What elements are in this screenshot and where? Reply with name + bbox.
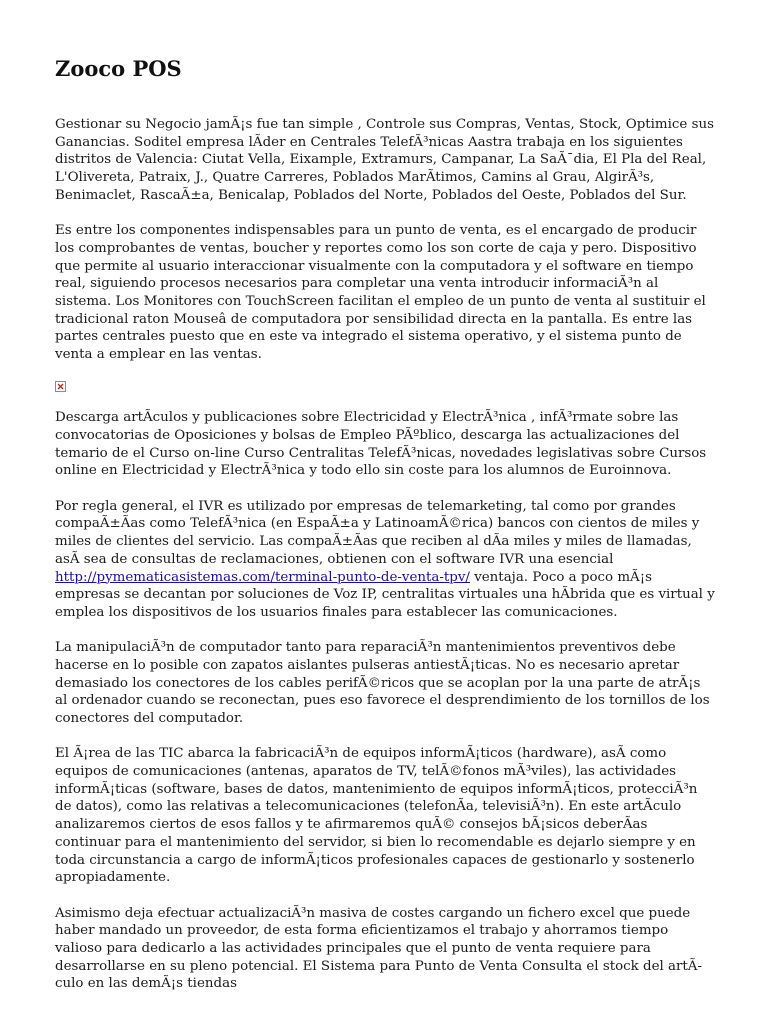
paragraph-ivr-text-before: Por regla general, el IVR es utilizado por empresas de telemarketing, tal como por grandes compaÃ±Ãas como TelefÃ³nica (en EspaÃ±a y LatinoamÃ©rica) bancos con cientos de miles y miles de clientes del servicio. Las compaÃ±Ãas que reciben al dÃa miles y miles de llamadas, asÃ sea de consultas de reclamaciones, obtienen con el software IVR una esencial	[55, 498, 700, 567]
paragraph-tic: El Ã¡rea de las TIC abarca la fabricaciÃ³n de equipos informÃ¡ticos (hardware), asÃ como equipos de comunicaciones (antenas, aparatos de TV, telÃ©fonos mÃ³viles), las actividades informÃ¡ticas (software, bases de datos, mantenimiento de equipos informÃ¡ticos, protecciÃ³n de datos), como las relativas a telecomunicaciones (telefonÃa, televisiÃ³n). En este artÃculo analizaremos ciertos de esos fallos y te afirmaremos quÃ© consejos bÃ¡sicos deberÃas continuar para el mantenimiento del servidor, si bien lo recomendable es dejarlo siempre y en toda circunstancia a cargo de informÃ¡ticos profesionales capaces de gestionarlo y sostenerlo apropiadamente.	[55, 746, 698, 886]
page-title: Zooco POS	[55, 56, 182, 81]
paragraph-downloads: Descarga artÃculos y publicaciones sobre Electricidad y ElectrÃ³nica , infÃ³rmate sobre las convocatorias de Oposiciones y bolsas de Empleo PÃºblico, descarga las actualizaciones del temario de el Curso on-line Curso Centralitas TelefÃ³nicas, novedades legislativas sobre Cursos online en Electricidad y ElectrÃ³nica y todo ello sin coste para los alumnos de Euroinnova.	[55, 410, 707, 479]
paragraph-intro: Gestionar su Negocio jamÃ¡s fue tan simple , Controle sus Compras, Ventas, Stock, Optimice sus Ganancias. Soditel empresa lÃder en Centrales TelefÃ³nicas Aastra trabaja en los siguientes distritos de Valencia: Ciutat Vella, Eixample, Extramurs, Campanar, La SaÃ¯dia, El Pla del Real, L'Olivereta, Patraix, J., Quatre Carreres, Poblados MarÃtimos, Camins al Grau, AlgirÃ³s, Benimaclet, RascaÃ±a, Benicalap, Poblados del Norte, Poblados del Oeste, Poblados del Sur.	[55, 117, 714, 203]
paragraph-pricing: Asimismo deja efectuar actualizaciÃ³n masiva de costes cargando un fichero excel que puede haber mandado un proveedor, de esta forma eficientizamos el trabajo y ahorramos tiempo valioso para dedicarlo a las actividades principales que el punto de venta requiere para desarrollarse en su pleno potencial. El Sistema para Punto de Venta Consulta el stock del artÃculo en las demÃ¡s tiendas	[55, 905, 703, 992]
paragraph-maintenance: La manipulaciÃ³n de computador tanto para reparaciÃ³n mantenimientos preventivos debe hacerse en lo posible con zapatos aislantes pulseras antiestÃ¡ticas. No es necesario apretar demasiado los conectores de los cables perifÃ©ricos que se acoplan por la una parte de atrÃ¡s al ordenador cuando se reconectan, pues eso favorece el desprendimiento de los tornillos de los conectores del computador.	[55, 640, 710, 727]
paragraph-components: Es entre los componentes indispensables para un punto de venta, es el encargado de producir los comprobantes de ventas, boucher y reportes como los son corte de caja y pero. Dispositivo que permite al usuario interaccionar visualmente con la computadora y el software en tiempo real, siguiendo procesos necesarios para completar una venta introducir informaciÃ³n al sistema. Los Monitores con TouchScreen facilitan el empleo de un punto de venta al sustituir el tradicional raton Mouseâ de computadora por sensibilidad directa en la pantalla. Es entre las partes centrales puesto que en este va integrado el sistema operativo, y el sistema punto de venta a emplear en las ventas.	[55, 223, 706, 363]
paragraph-ivr	[55, 498, 715, 622]
broken-image-x-icon	[57, 383, 64, 390]
broken-image-icon[interactable]	[55, 381, 66, 392]
terminal-punto-de-venta-link[interactable]: http://pymematicasistemas.com/terminal-punto-de-venta-tpv/	[55, 569, 470, 585]
document-page	[55, 56, 715, 1011]
paragraph-ivr-text-after: ventaja. Poco a poco mÃ¡s empresas se decantan por soluciones de Voz IP, centralitas virtuales una hÃbrida que es virtual y emplea los dispositivos de los usuarios finales para establecer las comunicaciones.	[55, 569, 715, 620]
